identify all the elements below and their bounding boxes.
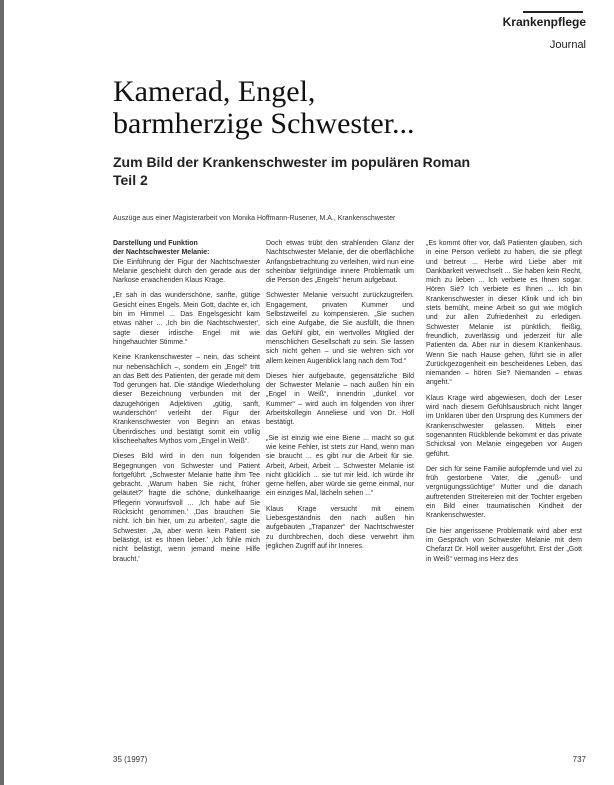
subtitle-line-2: Teil 2 xyxy=(113,172,148,188)
paragraph: Die Einführung der Figur der Nachtschwester Melanie geschieht durch den gerade aus der Narkose erwachenden Klaus Krage. xyxy=(113,258,260,285)
header-rule xyxy=(523,11,583,13)
section-label: Krankenpflege xyxy=(502,15,586,29)
paragraph: Der sich für seine Familie aufopfernde und viel zu früh gestorbene Vater, die „genuß- und vergnügungssüchtige“ Mutter und die danach auftretenden Streitereien mit der Tochter ergeben ein Bild einer traumatischen Kindheit der Krankenschwester. xyxy=(426,465,582,520)
paragraph: „Es kommt öfter vor, daß Patienten glauben, sich in eine Person verliebt zu haben, die sie pflegt und betreut ... Herbe wird Liebe aber mit Dankbarkeit verwechselt ... Sie haben kein Recht, mich zu lieben ... Ich verbiete es Ihnen sogar. Hören Sie? Ich verbiete es Ihnen ... Ich bin Krankenschwester in dieser Klinik und ich bin stets bemüht, meine Arbeit so gut wie möglich und zur allen Zufriedenheit zu erledigen. Schwester Melanie ist pünktlich, fleißig, freundlich, zuverlässig und jederzeit für alle Patienten da. Aber nur in diesem Krankenhaus. Wenn Sie nach Hause gehen, führt sie in aller Zurückgezogenheit ein bescheidenes Leben, das niemanden – hören Sie? Niemanden – etwas angeht.“ xyxy=(426,240,582,387)
section-heading-line-2: der Nachtschwester Melanie: xyxy=(113,249,210,257)
paragraph: Klaus Krage versucht mit einem Liebesgeständnis den nach außen hin aufgebauten „Trapanzer“ der Nachtschwester zu durchbrechen, doch diese verwehrt ihm jeglichen Zugriff auf ihr Inneres. xyxy=(266,505,414,550)
article-title xyxy=(113,76,415,140)
text-column-1 xyxy=(113,239,260,570)
article-subtitle xyxy=(113,153,470,189)
paragraph: Dieses hier aufgebaute, gegensätzliche Bild der Schwester Melanie – nach außen hin ein „Engel in Weiß“, innendrin „dunkel vor Kummer“ – wird auch im folgenden von ihrer Arbeitskollegin Anneliese und von Dr. Holl bestätigt. xyxy=(266,372,414,427)
page-edge-shadow xyxy=(0,0,4,785)
title-line-2: barmherzige Schwester... xyxy=(113,107,415,140)
page-number: 737 xyxy=(572,755,586,764)
title-line-1: Kamerad, Engel, xyxy=(113,75,316,108)
section-heading-line-1: Darstellung und Funktion xyxy=(113,240,198,247)
paragraph: „Sie ist einzig wie eine Biene ... macht so gut wie keine Fehler, ist stets zur Hand, wenn man sie braucht ... es gibt nur die Arbeit für sie. Arbeit, Arbeit, Arbeit ... Schwester Melanie ist nicht glücklich ... sie tut mir leid. Ich würde ihr gerne helfen, aber würde sie gerne einmal, nur ein einziges Mal, lächeln sehen ...“ xyxy=(266,434,414,498)
paragraph: Keine Krankenschwester – nein, das scheint nur nebensächlich –, sondern ein „Engel“ tritt an das Bett des Patienten, der gerade mit dem Tod gerungen hat. Die ständige Wiederholung dieser Bezeichnung verbunden mit der dazugehörigen Adjektiven „gütig, sanft, wunderschön“ verleiht der Figur der Krankenschwester von Beginn an etwas Überirdisches und bestätigt somit ein völlig klischeehaftes Mythos vom „Engel in Weiß“. xyxy=(113,354,260,445)
journal-label: Journal xyxy=(549,39,586,51)
paragraph: Die hier angerissene Problematik wird aber erst im Gespräch von Schwester Melanie mit dem Chefarzt Dr. Holl weiter ausgeführt. Erst der „Gott in Weiß“ vermag ins Herz des xyxy=(426,527,582,563)
paragraph: Doch etwas trübt den strahlenden Glanz der Nachtschwester Melanie, der die oberflächliche Anfangsbetrachtung zu verleihen, wird nun eine scheinbar tiefgründige innere Problematik um die Person des „Engels“ herum aufgebaut. xyxy=(266,240,414,285)
paragraph: Klaus Krage wird abgewiesen, doch der Leser wird nach diesem Gefühlsausbruch nicht länger im Unklaren über den Ursprung des Kummers der Krankenschwester gelassen. Mittels einer sogenannten Rückblende bekommt er das private Schicksal von Melanie eingegeben vor Augen geführt. xyxy=(426,394,582,458)
issue-number: 35 (1997) xyxy=(113,755,148,764)
paragraph: Dieses Bild wird in den nun folgenden Begegnungen von Schwester und Patient fortgeführt. „Schwester Melanie hatte ihm Tee gebracht. ‚Warum haben Sie nicht, früher geläutet?' fragte die schöne, dunkelhaarige Pflegerin vorwurfsvoll ... ‚Ich habe auf Sie Rücksicht genommen.' ‚Das brauchen Sie nicht. Ich bin hier, um zu arbeiten', sagte die Schwester. ‚Ja, aber wenn kein Patient sie belästigt, ist es Ihnen lieber.' ‚Ich fühle mich nicht belästigt, wenn jemand meine Hilfe braucht.' xyxy=(113,453,260,563)
paragraph: „Er sah in das wunderschöne, sanfte, gütige Gesicht eines Engels. Mein Gott, dachte er, ich bin im Himmel ... Das Engelsgesicht kam etwas näher ... ‚Ich bin die Nachtschwester', sagte dieser irdische Engel mit wie hingehauchter Stimme.“ xyxy=(113,292,260,346)
subtitle-line-1: Zum Bild der Krankenschwester im populären Roman xyxy=(113,154,471,170)
byline: Auszüge aus einer Magisterarbeit von Monika Hoffmann-Rusener, M.A., Krankenschwester xyxy=(113,215,396,222)
text-column-3 xyxy=(426,239,582,570)
text-column-2 xyxy=(266,239,414,557)
paragraph: Schwester Melanie versucht zurückzugreifen. Engagement, privaten Kummer und Selbstzweifel zu kompensieren. „Sie suchen sich eine Aufgabe, die Sie ausfüllt, die Ihnen das Gefühl gibt, ein wertvolles Mitglied der menschlichen Gesellschaft zu sein. Sie lassen sich nicht gehen – und sie wehren sich vor allem keinen Augenblick lang nach dem Tod.“ xyxy=(266,292,414,365)
